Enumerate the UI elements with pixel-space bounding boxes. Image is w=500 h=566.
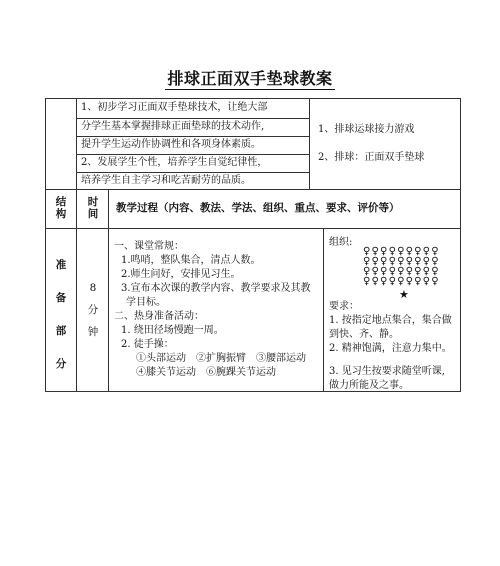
objective-rule (76, 154, 309, 155)
requirement-line: 做力所能及之事。 (329, 380, 409, 391)
objective-line: 分学生基本掌握排球正面垫球的技术动作, (81, 121, 265, 132)
process-line: 2.师生问好，安排见习生。 (121, 269, 241, 280)
requirement-line: 到快、齐、静。 (329, 329, 399, 340)
header-time: 时间 (87, 196, 99, 220)
objective-line: 2、发展学生个性，培养学生自觉纪律性， (81, 157, 268, 168)
formation-row: ♀♀♀♀♀♀♀♀♀ (363, 256, 440, 267)
process-line: ④膝关节运动 ⑥腕踝关节运动 (136, 367, 276, 378)
process-line: 一、课堂常规： (114, 241, 184, 252)
section-label-prep: 准备部分 (55, 259, 67, 370)
org-label: 组织: (329, 237, 353, 248)
process-line: 3.宣布本次课的教学内容、教学要求及其教 (121, 283, 311, 294)
formation-row: ♀♀♀♀♀♀♀♀♀ (363, 266, 440, 277)
requirement-line: 3. 见习生按要求随堂听课, (329, 366, 445, 377)
requirement-line: 1. 按指定地点集合，集合做 (329, 315, 452, 326)
process-line: 2. 徒手操： (121, 339, 174, 350)
process-line: 学目标。 (126, 297, 166, 308)
process-line: 二、热身准备活动： (114, 311, 204, 322)
objective-line: 提升学生运动作协调性和各项身体素质。 (81, 139, 261, 150)
col-divider-time (108, 189, 109, 391)
col-divider-objectives-right (309, 99, 310, 189)
requirement-line: 要求： (329, 301, 359, 312)
process-line: 1. 绕田径场慢跑一周。 (121, 325, 224, 336)
col-divider-objectives-left (76, 99, 77, 189)
content-item: 2、排球：正面双手垫球 (318, 152, 425, 163)
header-structure: 结构 (55, 196, 67, 220)
header-process: 教学过程（内容、教法、学法、组织、重点、要求、评价等） (116, 202, 400, 214)
objective-line: 1、初步学习正面双手垫球技术，让绝大部 (81, 102, 268, 113)
col-divider-structure (76, 189, 77, 391)
objective-rule (76, 172, 309, 173)
col-divider-org (323, 228, 324, 391)
formation-row: ♀♀♀♀♀♀♀♀♀ (363, 276, 440, 287)
process-line: ①头部运动 ②扩胸振臂 ③腰部运动 (136, 353, 306, 364)
content-item: 1、排球运球接力游戏 (318, 124, 415, 135)
formation-row: ♀♀♀♀♀♀♀♀♀ (363, 246, 440, 257)
objective-rule (76, 118, 309, 119)
objective-line: 培养学生自主学习和吃苦耐劳的品质。 (81, 175, 251, 186)
title-text: 排球正面双手垫球教案 (167, 69, 333, 88)
objective-rule (76, 136, 309, 137)
lesson-plan-table (45, 98, 461, 392)
time-label-prep: 8分钟 (87, 282, 99, 338)
page-title (0, 66, 500, 89)
teacher-star-icon: ★ (399, 288, 409, 301)
requirement-line: 2. 精神饱满，注意力集中。 (329, 343, 452, 354)
process-line: 1.鸣哨，整队集合，清点人数。 (121, 255, 261, 266)
